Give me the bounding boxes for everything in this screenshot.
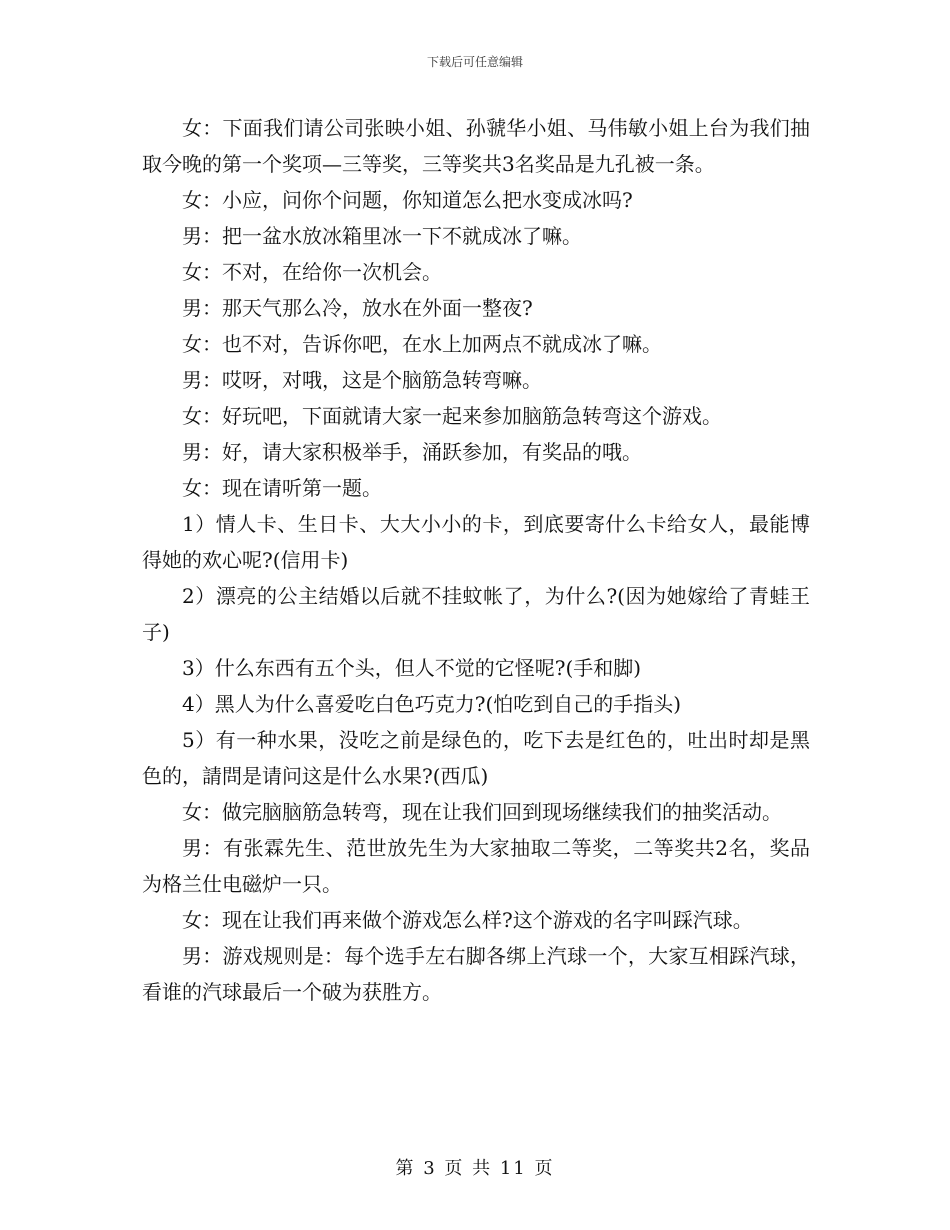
paragraph: 女：好玩吧，下面就请大家一起来参加脑筋急转弯这个游戏。	[182, 404, 722, 428]
paragraph: 男：游戏规则是：每个选手左右脚各绑上汽球一个，大家互相踩汽球，看谁的汽球最后一个破为获胜方。	[142, 944, 810, 1004]
question-item: 2）漂亮的公主结婚以后就不挂蚊帐了，为什么?(因为她嫁给了青蛙王子)	[142, 584, 810, 644]
paragraph: 女：做完脑脑筋急转弯，现在让我们回到现场继续我们的抽奖活动。	[182, 800, 782, 824]
document-body	[142, 110, 810, 1010]
paragraph: 女：现在让我们再来做个游戏怎么样?这个游戏的名字叫踩汽球。	[182, 908, 753, 932]
paragraph: 男：那天气那么冷，放水在外面一整夜?	[182, 296, 533, 320]
page-header: 下载后可任意编辑	[426, 55, 523, 69]
paragraph: 男：哎呀，对哦，这是个脑筋急转弯嘛。	[182, 368, 542, 392]
question-item: 1）情人卡、生日卡、大大小小的卡，到底要寄什么卡给女人，最能博得她的欢心呢?(信用卡)	[142, 512, 810, 572]
paragraph: 男：有张霖先生、范世放先生为大家抽取二等奖，二等奖共2名，奖品为格兰仕电磁炉一只。	[142, 836, 810, 896]
paragraph: 女：下面我们请公司张映小姐、孙虢华小姐、马伟敏小姐上台为我们抽取今晚的第一个奖项—三等奖，三等奖共3名奖品是九孔被一条。	[142, 116, 810, 176]
question-item: 5）有一种水果，没吃之前是绿色的，吃下去是红色的，吐出时却是黑色的，請問是请问这是什么水果?(西瓜)	[142, 728, 810, 788]
paragraph: 男：好，请大家积极举手，涌跃参加，有奖品的哦。	[182, 440, 642, 464]
question-item: 4）黑人为什么喜爱吃白色巧克力?(怕吃到自己的手指头)	[182, 692, 682, 716]
paragraph: 女：小应，问你个问题，你知道怎么把水变成冰吗?	[182, 188, 633, 212]
question-item: 3）什么东西有五个头，但人不觉的它怪呢?(手和脚)	[182, 656, 642, 680]
paragraph: 女：也不对，告诉你吧，在水上加两点不就成冰了嘛。	[182, 332, 662, 356]
page-number: 第 3 页 共 11 页	[395, 1158, 555, 1179]
paragraph: 男：把一盆水放冰箱里冰一下不就成冰了嘛。	[182, 224, 582, 248]
paragraph: 女：不对，在给你一次机会。	[182, 260, 442, 284]
paragraph: 女：现在请听第一题。	[182, 476, 382, 500]
